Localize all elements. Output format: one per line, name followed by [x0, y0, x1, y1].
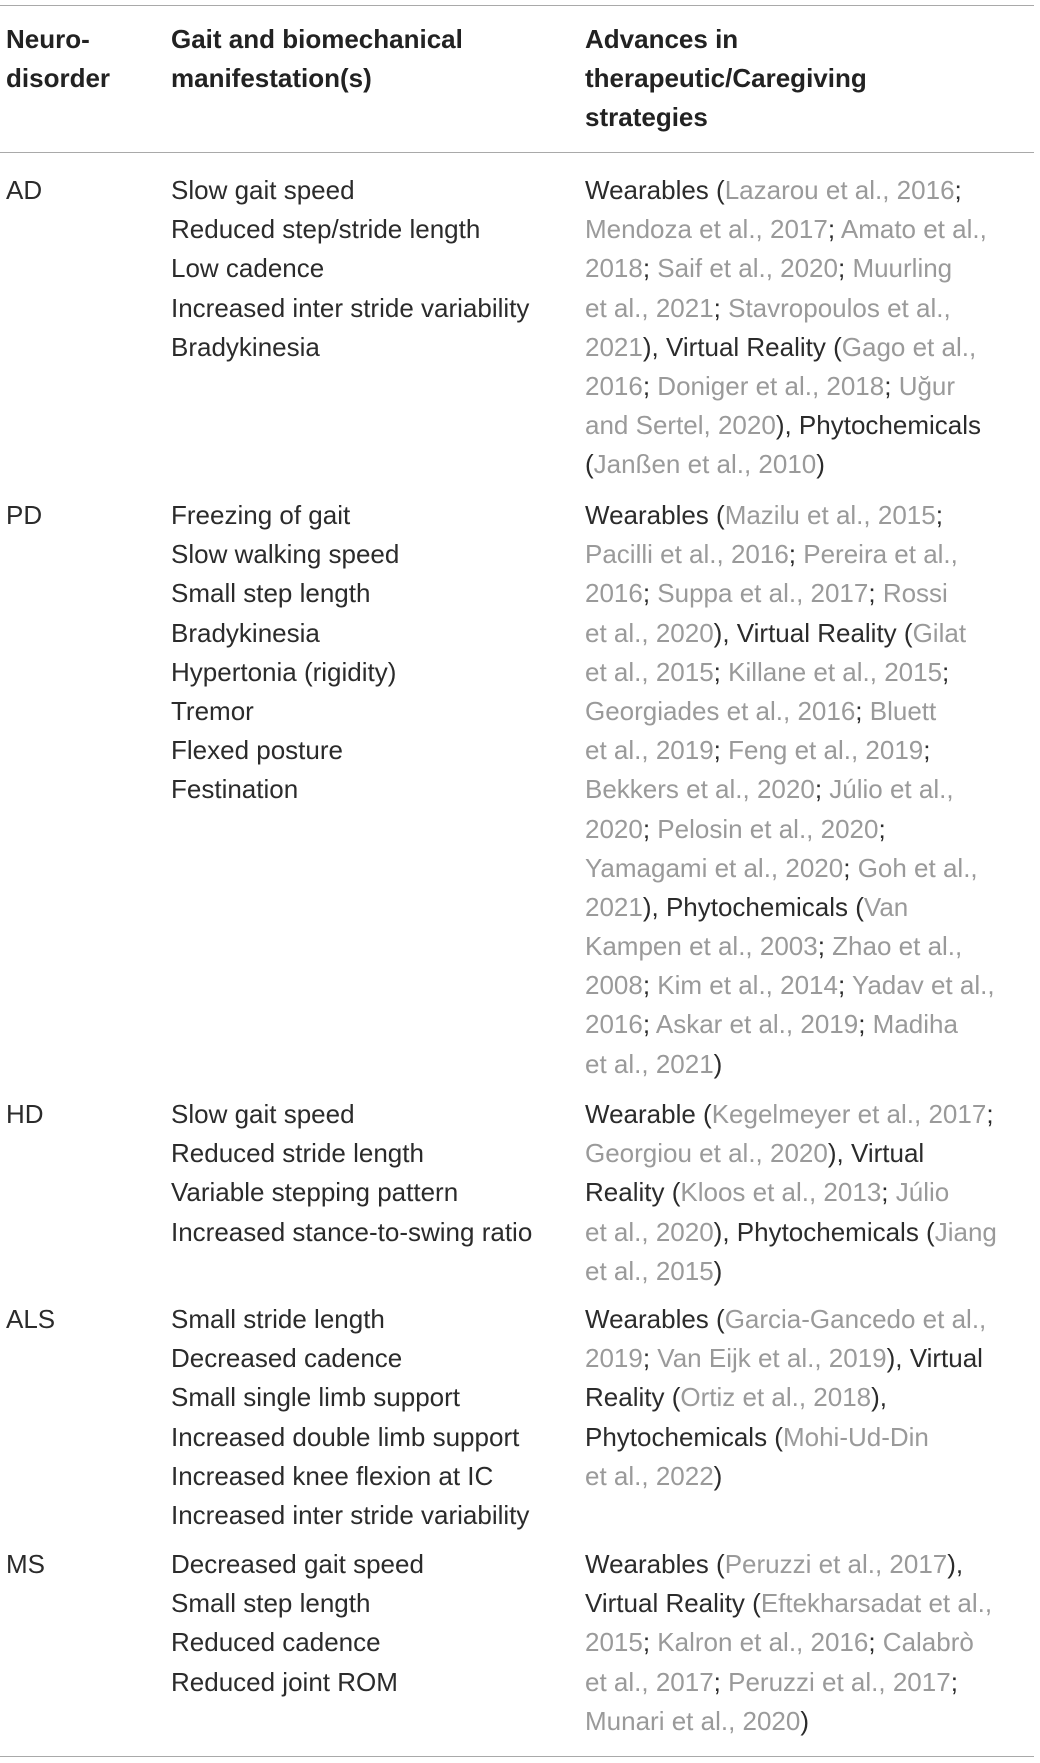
citation-link[interactable]: Muurling [852, 253, 953, 284]
top-rule [0, 5, 1034, 6]
advances-line [585, 328, 1035, 367]
advances-text: ), Virtual [827, 1138, 925, 1169]
citation-link[interactable]: Yamagami et al., 2020 [585, 852, 844, 883]
citation-link[interactable]: 2019 [585, 1343, 643, 1374]
citation-link[interactable]: Calabrò [882, 1627, 974, 1658]
citation-link[interactable]: Georgiades et al., 2016 [585, 695, 856, 726]
manifestation-item: Increased stance-to-swing ratio [171, 1216, 533, 1247]
advances-line [585, 731, 1035, 770]
manifestation-item: Small stride length [171, 1304, 385, 1334]
header-disorder-line: Neuro- [6, 24, 90, 54]
citation-link[interactable]: Lazarou et al., 2016 [724, 175, 955, 205]
citation-link[interactable]: Júlio [895, 1177, 950, 1208]
advances-text: ; [642, 1343, 658, 1374]
advances-line [585, 810, 1035, 849]
citation-link[interactable]: Van [863, 891, 909, 922]
citation-link[interactable]: and Sertel, 2020 [585, 410, 776, 441]
manifestation-item: Festination [171, 774, 299, 805]
citation-link[interactable]: et al., 2015 [585, 1255, 714, 1286]
citation-link[interactable]: et al., 2017 [585, 1666, 714, 1697]
manifestation-item: Increased double limb support [171, 1421, 520, 1452]
citation-link[interactable]: et al., 2020 [585, 1216, 714, 1247]
citation-link[interactable]: et al., 2015 [585, 656, 714, 687]
citation-link[interactable]: Georgiou et al., 2020 [585, 1138, 828, 1169]
citation-link[interactable]: Saif et al., 2020 [657, 253, 838, 284]
citation-link[interactable]: Kegelmeyer et al., 2017 [711, 1099, 987, 1129]
advances-text: ), Phytochemicals [775, 410, 981, 441]
manifestation-item: Reduced stride length [171, 1138, 424, 1169]
advances-text: ), Virtual [886, 1343, 983, 1374]
citation-link[interactable]: 2008 [585, 970, 643, 1001]
advances-line [585, 535, 1035, 574]
advances-text: ; [837, 970, 852, 1001]
citation-link[interactable]: Pereira et al., [803, 539, 958, 570]
advances-text: ; [855, 695, 870, 726]
advances-text: ; [642, 253, 658, 284]
row-hd-manifestations [171, 1095, 532, 1252]
advances-line [585, 249, 1035, 288]
row-hd-advances [585, 1095, 1035, 1291]
advances-line [585, 1095, 1035, 1134]
advances-line [585, 614, 1035, 653]
citation-link[interactable]: Bluett [869, 695, 937, 726]
advances-line [585, 1623, 1035, 1662]
manifestation-item: Slow gait speed [171, 1099, 355, 1129]
citation-link[interactable]: Júlio et al., [829, 774, 954, 805]
advances-text: ) [816, 449, 825, 480]
advances-text: ), Phytochemicals ( [713, 1216, 935, 1247]
advances-text: ; [923, 735, 931, 766]
citation-link[interactable]: 2016 [585, 370, 643, 401]
advances-line [585, 888, 1035, 927]
header-manifestations [171, 20, 463, 98]
advances-text: ; [942, 656, 950, 687]
advances-line [585, 849, 1035, 888]
advances-text: ) [713, 1048, 723, 1079]
advances-line [585, 1134, 1035, 1173]
citation-link[interactable]: Ortiz et al., 2018 [680, 1382, 872, 1413]
advances-text: ; [642, 578, 658, 609]
citation-link[interactable]: et al., 2020 [585, 617, 714, 648]
citation-link[interactable]: Mohi-Ud-Din [782, 1421, 929, 1452]
header-disorder [6, 20, 110, 98]
advances-text: Wearables ( [585, 175, 725, 205]
manifestation-item: Decreased gait speed [171, 1549, 424, 1579]
row-ms-disorder: MS [6, 1549, 45, 1579]
citation-link[interactable]: Pacilli et al., 2016 [585, 539, 789, 570]
citation-link[interactable]: Peruzzi et al., 2017 [724, 1549, 948, 1579]
citation-link[interactable]: Goh et al., [857, 852, 978, 883]
citation-link[interactable]: et al., 2021 [585, 292, 714, 323]
advances-text: ; [713, 656, 729, 687]
advances-text: ; [713, 735, 729, 766]
citation-link[interactable]: et al., 2022 [585, 1460, 714, 1491]
citation-link[interactable]: Yadav et al., [851, 970, 995, 1001]
advances-text: ; [868, 1627, 883, 1658]
citation-link[interactable]: Suppa et al., 2017 [657, 578, 869, 609]
advances-text: ), [871, 1382, 888, 1413]
advances-line [585, 966, 1035, 1005]
manifestation-item: Bradykinesia [171, 617, 320, 648]
header-advances-line: strategies [585, 102, 708, 133]
citation-link[interactable]: Van Eijk et al., 2019 [657, 1343, 887, 1374]
citation-link[interactable]: Feng et al., 2019 [728, 735, 924, 766]
advances-line [585, 1252, 1035, 1291]
header-advances-line: therapeutic/Caregiving [585, 63, 867, 94]
advances-text: ; [986, 1099, 994, 1129]
manifestation-item: Increased knee flexion at IC [171, 1460, 494, 1491]
advances-text: ) [713, 1255, 723, 1286]
advances-line [585, 171, 1035, 210]
manifestation-item: Hypertonia (rigidity) [171, 656, 397, 687]
advances-text: Phytochemicals ( [585, 1421, 783, 1452]
citation-link[interactable]: Kloos et al., 2013 [680, 1177, 882, 1208]
advances-text: ( [585, 449, 594, 480]
advances-text: Virtual Reality ( [585, 1588, 761, 1619]
advances-line [585, 406, 1035, 445]
row-als-disorder: ALS [6, 1304, 56, 1334]
advances-line [585, 1300, 1035, 1339]
citation-link[interactable]: Killane et al., 2015 [728, 656, 943, 687]
header-manifestations-line: manifestation(s) [171, 63, 372, 94]
advances-line [585, 1545, 1035, 1584]
manifestation-item: Increased inter stride variability [171, 292, 530, 323]
citation-link[interactable]: Janßen et al., 2010 [593, 449, 817, 480]
advances-line [585, 1005, 1035, 1044]
row-ms-advances [585, 1545, 1035, 1741]
advances-text: ; [814, 774, 830, 805]
advances-line [585, 1418, 1035, 1457]
advances-line [585, 1378, 1035, 1417]
advances-line [585, 574, 1035, 613]
citation-link[interactable]: Rossi [882, 578, 948, 609]
advances-text: Wearables ( [585, 500, 725, 530]
advances-text: ; [713, 1666, 729, 1697]
manifestation-item: Slow walking speed [171, 539, 400, 570]
advances-text: ; [713, 292, 729, 323]
citation-link[interactable]: 2016 [585, 1009, 643, 1040]
citation-link[interactable]: 2015 [585, 1627, 643, 1658]
citation-link[interactable]: Gago et al., [841, 331, 977, 362]
row-als-advances [585, 1300, 1035, 1496]
row-ad-advances [585, 171, 1035, 485]
advances-text: ; [642, 370, 658, 401]
advances-text: ; [954, 175, 962, 205]
citation-link[interactable]: Gilat [912, 617, 967, 648]
advances-line [585, 367, 1035, 406]
row-pd-manifestations [171, 496, 399, 810]
advances-text: ; [837, 253, 853, 284]
citation-link[interactable]: Kalron et al., 2016 [657, 1627, 869, 1658]
advances-text: ), [947, 1549, 964, 1579]
citation-link[interactable]: Uğur [898, 370, 956, 401]
advances-line [585, 770, 1035, 809]
advances-text: Wearables ( [585, 1304, 725, 1334]
citation-link[interactable]: Eftekharsadat et al., [760, 1588, 993, 1619]
manifestation-item: Small single limb support [171, 1382, 461, 1413]
citation-link[interactable]: 2021 [585, 331, 643, 362]
row-ms-manifestations [171, 1545, 424, 1702]
advances-text: ; [884, 370, 899, 401]
advances-text: Reality ( [585, 1177, 681, 1208]
citation-link[interactable]: Amato et al., [840, 214, 987, 245]
citation-link[interactable]: Bekkers et al., 2020 [585, 774, 815, 805]
citation-link[interactable]: Askar et al., 2019 [655, 1009, 859, 1040]
header-manifestations-line: Gait and biomechanical [171, 24, 463, 54]
advances-text: ; [868, 578, 883, 609]
advances-text: ; [642, 1009, 656, 1040]
advances-text: ; [935, 500, 943, 530]
advances-line [585, 927, 1035, 966]
citation-link[interactable]: Madiha [872, 1009, 958, 1040]
manifestation-item: Increased inter stride variability [171, 1499, 530, 1530]
citation-link[interactable]: et al., 2021 [585, 1048, 714, 1079]
advances-text: ; [642, 1627, 658, 1658]
advances-text: Reality ( [585, 1382, 681, 1413]
manifestation-item: Reduced joint ROM [171, 1666, 398, 1697]
citation-link[interactable]: Doniger et al., 2018 [657, 370, 885, 401]
advances-text: ; [878, 813, 886, 844]
manifestation-item: Freezing of gait [171, 500, 351, 530]
citation-link[interactable]: Kim et al., 2014 [657, 970, 838, 1001]
advances-text: ), Virtual Reality ( [713, 617, 913, 648]
citation-link[interactable]: Garcia-Gancedo et al., [724, 1304, 987, 1334]
header-advances [585, 20, 1035, 138]
advances-text: ; [950, 1666, 958, 1697]
manifestation-item: Decreased cadence [171, 1343, 403, 1374]
manifestation-item: Flexed posture [171, 735, 343, 766]
advances-text: ; [827, 214, 841, 245]
manifestation-item: Tremor [171, 695, 254, 726]
citation-link[interactable]: 2018 [585, 253, 643, 284]
citation-link[interactable]: Jiang [934, 1216, 997, 1247]
advances-text: ; [642, 813, 658, 844]
citation-link[interactable]: Peruzzi et al., 2017 [728, 1666, 951, 1697]
citation-link[interactable]: 2021 [585, 891, 643, 922]
advances-text: ; [817, 931, 833, 962]
header-advances-line: Advances in [585, 24, 739, 54]
advances-line [585, 1339, 1035, 1378]
advances-line [585, 496, 1035, 535]
citation-link[interactable]: Mendoza et al., 2017 [585, 214, 828, 245]
advances-text: ) [800, 1705, 810, 1736]
advances-text: Wearable ( [585, 1099, 712, 1129]
advances-text: ; [642, 970, 658, 1001]
bottom-rule [0, 1756, 1034, 1757]
advances-line [585, 653, 1035, 692]
advances-line [585, 1045, 1035, 1084]
header-rule [0, 152, 1034, 153]
citation-link[interactable]: 2020 [585, 813, 643, 844]
advances-text: ) [713, 1460, 723, 1491]
advances-text: ; [843, 852, 858, 883]
advances-text: ), Virtual Reality ( [642, 331, 842, 362]
advances-text: Wearables ( [585, 1549, 725, 1579]
advances-line [585, 1213, 1035, 1252]
manifestation-item: Reduced cadence [171, 1627, 381, 1658]
manifestation-item: Slow gait speed [171, 175, 355, 205]
manifestation-item: Bradykinesia [171, 331, 320, 362]
advances-line [585, 1173, 1035, 1212]
manifestation-item: Low cadence [171, 253, 325, 284]
citation-link[interactable]: Pelosin et al., 2020 [657, 813, 879, 844]
citation-link[interactable]: Stavropoulos et al., [728, 292, 951, 323]
row-ad-manifestations [171, 171, 529, 367]
advances-text: ; [788, 539, 804, 570]
row-pd-advances [585, 496, 1035, 1084]
manifestation-item: Reduced step/stride length [171, 214, 481, 245]
advances-text: ; [881, 1177, 896, 1208]
advances-line [585, 1702, 1035, 1741]
advances-line [585, 1663, 1035, 1702]
advances-line [585, 1584, 1035, 1623]
citation-link[interactable]: Zhao et al., [832, 931, 963, 962]
header-disorder-line: disorder [6, 63, 111, 94]
advances-line [585, 1457, 1035, 1496]
advances-line [585, 289, 1035, 328]
advances-line [585, 445, 1035, 484]
row-hd-disorder: HD [6, 1099, 44, 1129]
row-pd-disorder: PD [6, 500, 43, 530]
citation-link[interactable]: Mazilu et al., 2015 [724, 500, 936, 530]
row-als-manifestations [171, 1300, 529, 1535]
advances-line [585, 692, 1035, 731]
citation-link[interactable]: 2016 [585, 578, 643, 609]
citation-link[interactable]: et al., 2019 [585, 735, 714, 766]
row-ad-disorder: AD [6, 175, 43, 205]
citation-link[interactable]: Kampen et al., 2003 [585, 931, 818, 962]
manifestation-item: Small step length [171, 1588, 371, 1619]
advances-line [585, 210, 1035, 249]
manifestation-item: Variable stepping pattern [171, 1177, 459, 1208]
citation-link[interactable]: Munari et al., 2020 [585, 1705, 801, 1736]
advances-text: ; [858, 1009, 873, 1040]
advances-text: ), Phytochemicals ( [642, 891, 864, 922]
manifestation-item: Small step length [171, 578, 371, 609]
